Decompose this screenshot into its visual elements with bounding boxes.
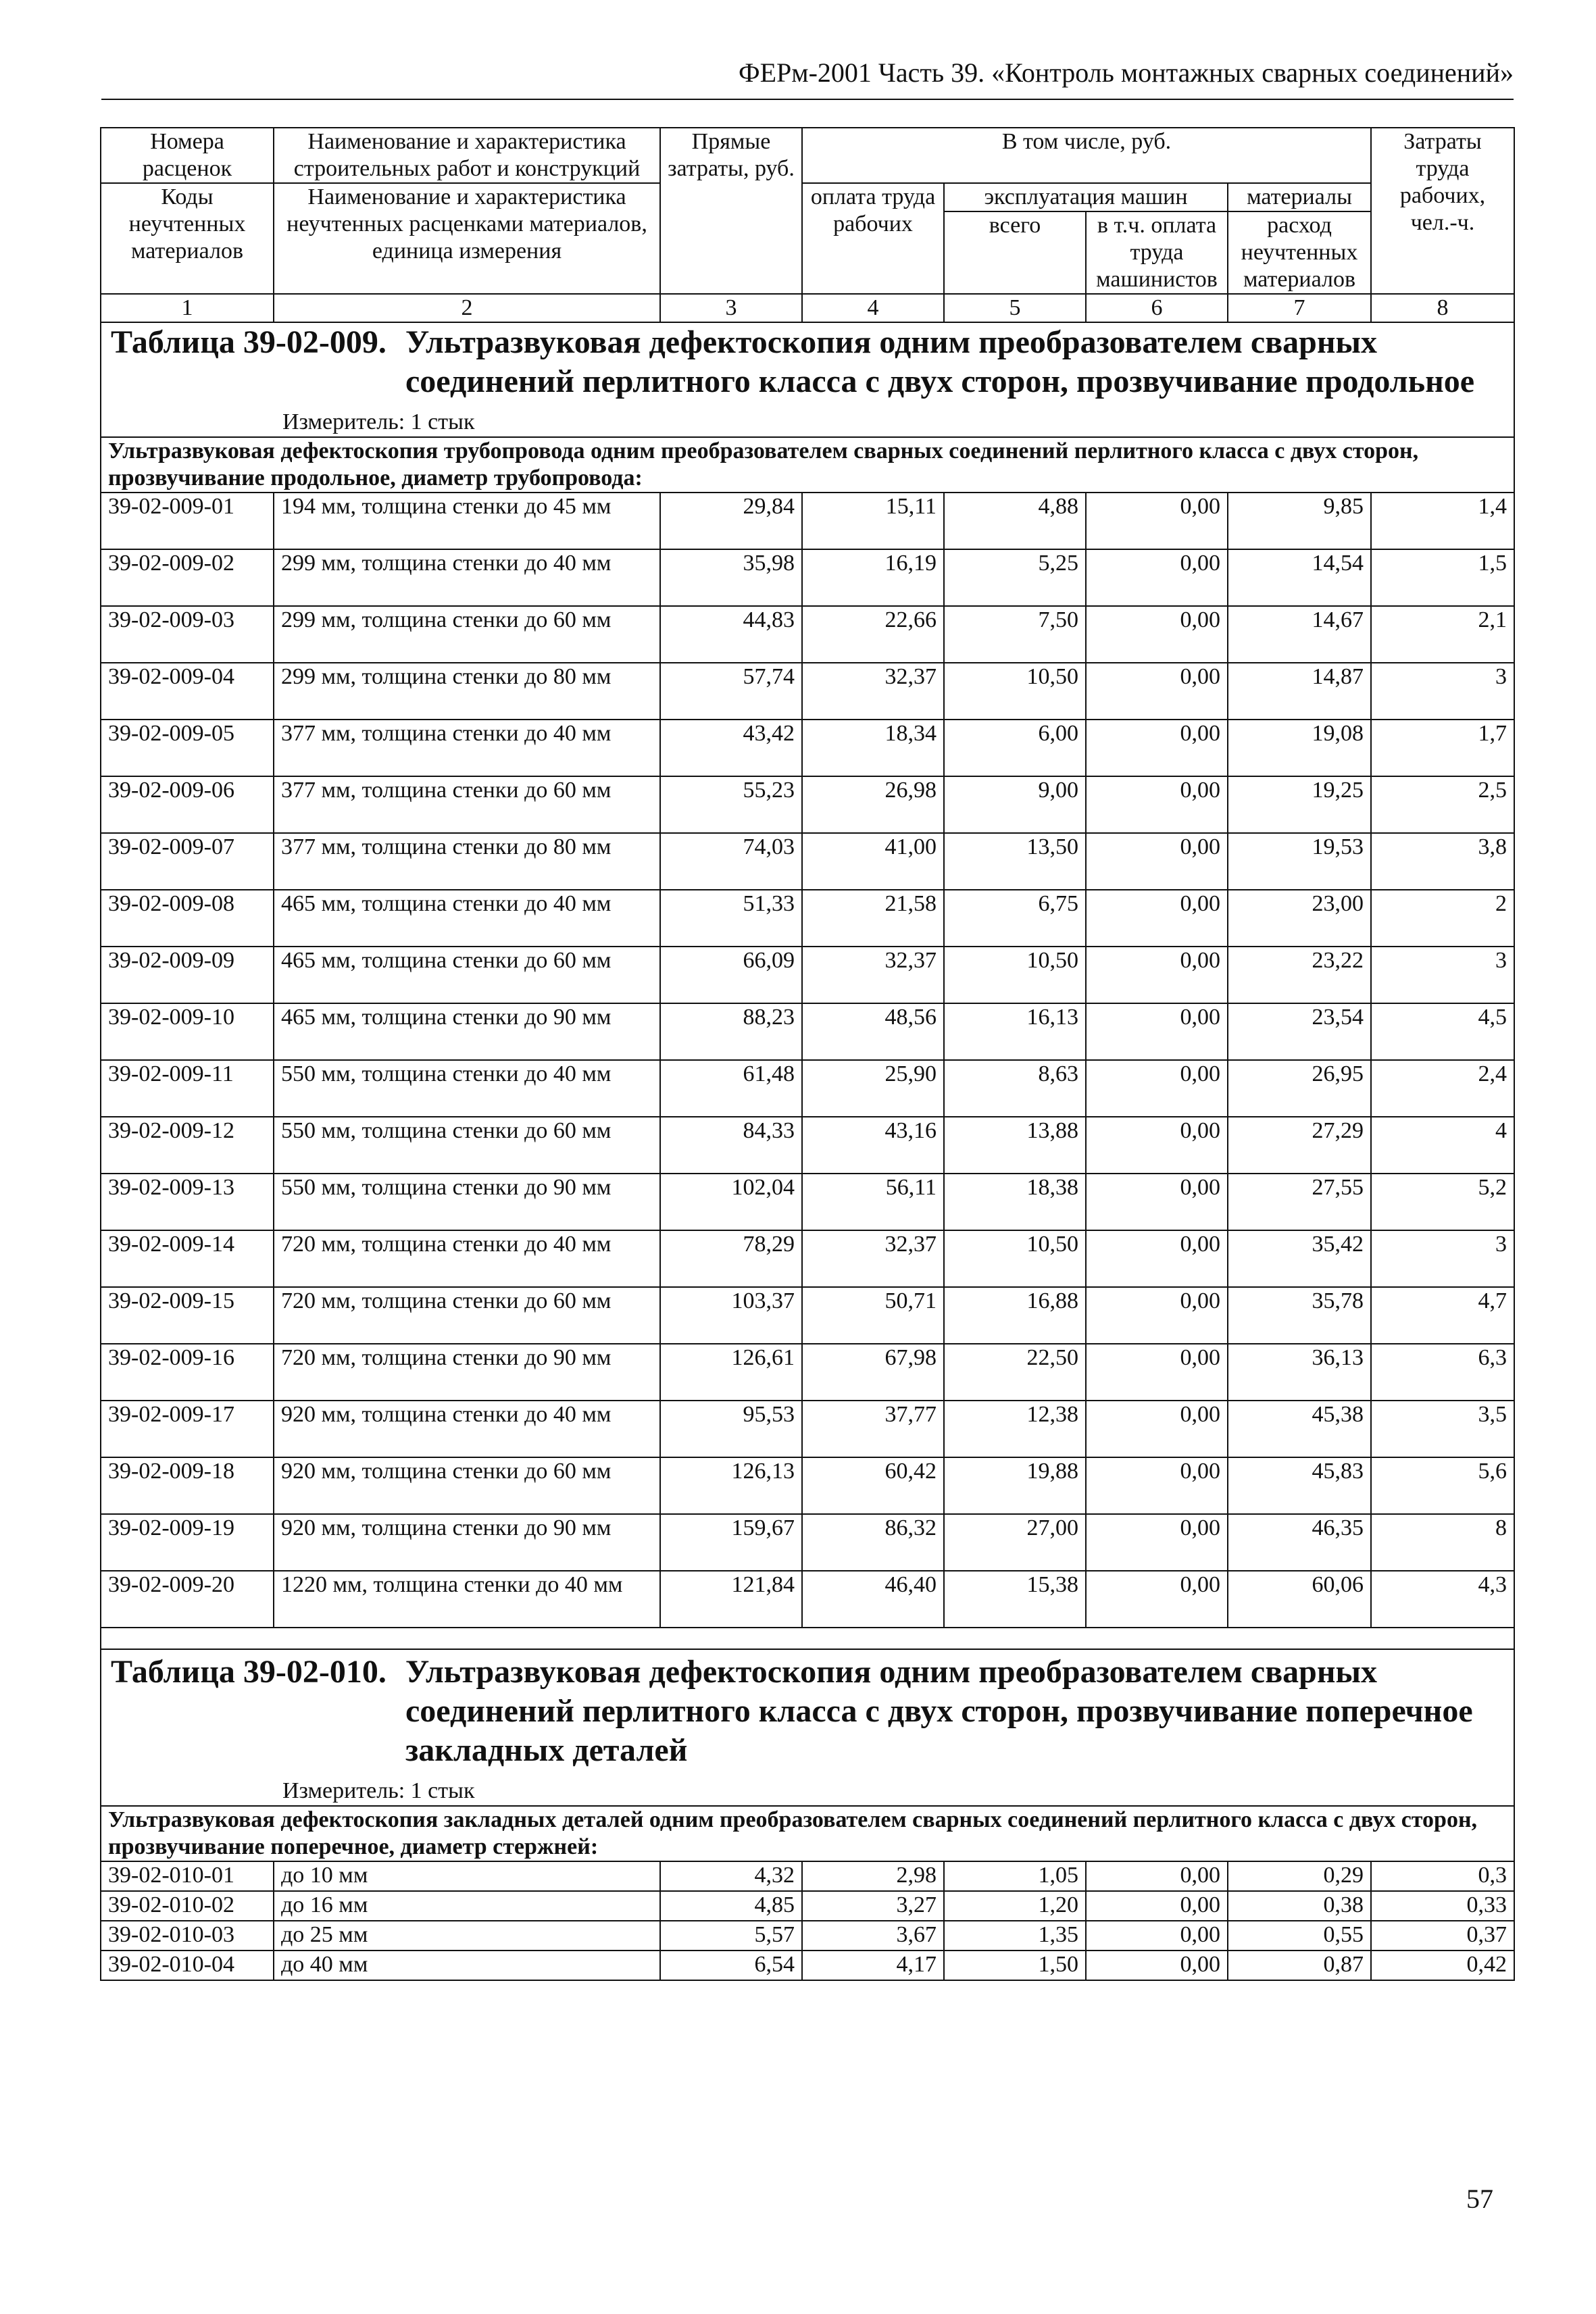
col-number: 2 (274, 294, 660, 322)
cell-materials: 60,06 (1228, 1571, 1371, 1628)
cell-hours: 1,4 (1371, 493, 1514, 549)
table-row (101, 776, 1514, 833)
cell-mach-labor: 0,00 (1086, 1891, 1228, 1921)
cell-name: 377 мм, толщина стенки до 60 мм (274, 776, 660, 833)
col-number: 5 (944, 294, 1086, 322)
cell-code: 39-02-009-11 (101, 1060, 274, 1117)
cell-hours: 5,6 (1371, 1457, 1514, 1514)
table2-number: Таблица 39-02-010. (111, 1654, 386, 1690)
cell-direct: 44,83 (660, 606, 802, 663)
cell-direct: 57,74 (660, 663, 802, 720)
col-header-1-top: Номера расценок (101, 128, 274, 183)
cell-code: 39-02-009-12 (101, 1117, 274, 1174)
table-row (101, 493, 1514, 549)
cell-labor: 46,40 (802, 1571, 944, 1628)
col-header-7: расход неучтенных материалов (1228, 211, 1371, 294)
cell-mach-total: 19,88 (944, 1457, 1086, 1514)
cell-materials: 14,54 (1228, 549, 1371, 606)
col-header-3: Прямые затраты, руб. (660, 128, 802, 294)
cell-materials: 27,55 (1228, 1174, 1371, 1230)
cell-hours: 4 (1371, 1117, 1514, 1174)
cell-direct: 74,03 (660, 833, 802, 890)
col-header-machines: эксплуатация машин (944, 183, 1228, 211)
cell-mach-total: 10,50 (944, 1230, 1086, 1287)
cell-mach-total: 12,38 (944, 1401, 1086, 1457)
cell-hours: 3 (1371, 1230, 1514, 1287)
cell-name: 1220 мм, толщина стенки до 40 мм (274, 1571, 660, 1628)
cell-mach-total: 7,50 (944, 606, 1086, 663)
cell-name: 465 мм, толщина стенки до 60 мм (274, 947, 660, 1003)
cell-mach-labor: 0,00 (1086, 1003, 1228, 1060)
cell-direct: 78,29 (660, 1230, 802, 1287)
cell-code: 39-02-009-19 (101, 1514, 274, 1571)
table1-description: Ультразвуковая дефектоскопия трубопровода одним преобразователем сварных соединений перлитного класса с двух сторон, прозвучивание продольное, диаметр трубопровода: (101, 437, 1514, 493)
cell-hours: 4,5 (1371, 1003, 1514, 1060)
cell-mach-labor: 0,00 (1086, 833, 1228, 890)
cell-direct: 61,48 (660, 1060, 802, 1117)
cell-materials: 0,55 (1228, 1921, 1371, 1951)
cell-mach-labor: 0,00 (1086, 720, 1228, 776)
cell-mach-total: 1,50 (944, 1951, 1086, 1980)
cell-code: 39-02-009-16 (101, 1344, 274, 1401)
cell-direct: 126,13 (660, 1457, 802, 1514)
table2-title: Ультразвуковая дефектоскопия одним преобразователем сварных соединений перлитного класса с двух сторон, прозвучивание поперечное закладных деталей (405, 1654, 1473, 1768)
cell-direct: 121,84 (660, 1571, 802, 1628)
cell-mach-labor: 0,00 (1086, 1921, 1228, 1951)
cell-name: 720 мм, толщина стенки до 40 мм (274, 1230, 660, 1287)
cell-hours: 2,1 (1371, 606, 1514, 663)
cell-mach-total: 6,00 (944, 720, 1086, 776)
cell-direct: 4,32 (660, 1861, 802, 1891)
cell-materials: 35,42 (1228, 1230, 1371, 1287)
cell-labor: 48,56 (802, 1003, 944, 1060)
cell-name: 465 мм, толщина стенки до 40 мм (274, 890, 660, 947)
cell-name: до 16 мм (274, 1891, 660, 1921)
cell-name: 920 мм, толщина стенки до 40 мм (274, 1401, 660, 1457)
cell-materials: 27,29 (1228, 1117, 1371, 1174)
cell-mach-labor: 0,00 (1086, 1230, 1228, 1287)
cell-name: 550 мм, толщина стенки до 60 мм (274, 1117, 660, 1174)
cell-mach-total: 1,35 (944, 1921, 1086, 1951)
cell-name: 550 мм, толщина стенки до 40 мм (274, 1060, 660, 1117)
cell-mach-total: 16,88 (944, 1287, 1086, 1344)
cell-hours: 5,2 (1371, 1174, 1514, 1230)
col-header-6: в т.ч. оплата труда машинистов (1086, 211, 1228, 294)
cell-materials: 26,95 (1228, 1060, 1371, 1117)
table-row (101, 1514, 1514, 1571)
cell-materials: 19,08 (1228, 720, 1371, 776)
cell-mach-total: 5,25 (944, 549, 1086, 606)
cell-code: 39-02-009-17 (101, 1401, 274, 1457)
cell-mach-total: 13,50 (944, 833, 1086, 890)
page-number: 57 (1466, 2184, 1493, 2214)
cell-hours: 0,3 (1371, 1861, 1514, 1891)
cell-direct: 35,98 (660, 549, 802, 606)
cell-mach-labor: 0,00 (1086, 1060, 1228, 1117)
cell-mach-labor: 0,00 (1086, 1117, 1228, 1174)
cell-mach-total: 10,50 (944, 947, 1086, 1003)
cell-labor: 22,66 (802, 606, 944, 663)
cell-direct: 159,67 (660, 1514, 802, 1571)
cell-labor: 3,27 (802, 1891, 944, 1921)
cell-name: 299 мм, толщина стенки до 80 мм (274, 663, 660, 720)
cell-direct: 66,09 (660, 947, 802, 1003)
col-number: 4 (802, 294, 944, 322)
cell-mach-labor: 0,00 (1086, 1861, 1228, 1891)
cell-direct: 102,04 (660, 1174, 802, 1230)
table2-caption (101, 1649, 1514, 1806)
cell-code: 39-02-009-08 (101, 890, 274, 947)
cell-hours: 1,7 (1371, 720, 1514, 776)
col-header-2-bottom: Наименование и характеристика неучтенных расценками материалов, единица измерения (274, 183, 660, 294)
table-row (101, 947, 1514, 1003)
cell-hours: 2 (1371, 890, 1514, 947)
cell-code: 39-02-009-14 (101, 1230, 274, 1287)
cell-hours: 2,5 (1371, 776, 1514, 833)
cell-mach-labor: 0,00 (1086, 1571, 1228, 1628)
cell-mach-labor: 0,00 (1086, 493, 1228, 549)
cell-direct: 5,57 (660, 1921, 802, 1951)
cell-hours: 0,42 (1371, 1951, 1514, 1980)
table-row (101, 1951, 1514, 1980)
cell-direct: 43,42 (660, 720, 802, 776)
col-header-4: оплата труда рабочих (802, 183, 944, 294)
cell-materials: 45,83 (1228, 1457, 1371, 1514)
cell-direct: 29,84 (660, 493, 802, 549)
cell-hours: 2,4 (1371, 1060, 1514, 1117)
cell-mach-total: 27,00 (944, 1514, 1086, 1571)
cell-code: 39-02-009-20 (101, 1571, 274, 1628)
cell-materials: 23,54 (1228, 1003, 1371, 1060)
cell-labor: 56,11 (802, 1174, 944, 1230)
table-row (101, 833, 1514, 890)
cell-labor: 4,17 (802, 1951, 944, 1980)
cell-materials: 14,87 (1228, 663, 1371, 720)
cell-labor: 26,98 (802, 776, 944, 833)
cell-code: 39-02-009-10 (101, 1003, 274, 1060)
price-table (100, 127, 1515, 1981)
cell-mach-labor: 0,00 (1086, 1287, 1228, 1344)
cell-direct: 55,23 (660, 776, 802, 833)
cell-mach-total: 8,63 (944, 1060, 1086, 1117)
cell-code: 39-02-009-01 (101, 493, 274, 549)
cell-code: 39-02-010-03 (101, 1921, 274, 1951)
cell-mach-total: 9,00 (944, 776, 1086, 833)
cell-labor: 50,71 (802, 1287, 944, 1344)
cell-name: до 25 мм (274, 1921, 660, 1951)
table-row (101, 1457, 1514, 1514)
cell-direct: 84,33 (660, 1117, 802, 1174)
cell-labor: 41,00 (802, 833, 944, 890)
table-row (101, 1060, 1514, 1117)
cell-labor: 32,37 (802, 947, 944, 1003)
table-row (101, 1003, 1514, 1060)
table-row (101, 1571, 1514, 1628)
cell-hours: 3 (1371, 947, 1514, 1003)
table-row (101, 1117, 1514, 1174)
table-row (101, 1891, 1514, 1921)
table-row (101, 1344, 1514, 1401)
table2-measure: Измеритель: 1 стык (282, 1778, 475, 1803)
cell-mach-labor: 0,00 (1086, 606, 1228, 663)
cell-hours: 6,3 (1371, 1344, 1514, 1401)
cell-labor: 86,32 (802, 1514, 944, 1571)
cell-hours: 8 (1371, 1514, 1514, 1571)
cell-labor: 3,67 (802, 1921, 944, 1951)
table-row (101, 549, 1514, 606)
cell-hours: 3,5 (1371, 1401, 1514, 1457)
cell-direct: 88,23 (660, 1003, 802, 1060)
cell-name: 920 мм, толщина стенки до 60 мм (274, 1457, 660, 1514)
cell-materials: 46,35 (1228, 1514, 1371, 1571)
table-row (101, 1861, 1514, 1891)
table1-measure: Измеритель: 1 стык (282, 409, 475, 434)
cell-materials: 0,87 (1228, 1951, 1371, 1980)
table2-description: Ультразвуковая дефектоскопия закладных деталей одним преобразователем сварных соединений перлитного класса с двух сторон, прозвучивание поперечное, диаметр стержней: (101, 1806, 1514, 1861)
table1-caption (101, 322, 1514, 437)
cell-materials: 35,78 (1228, 1287, 1371, 1344)
cell-code: 39-02-009-02 (101, 549, 274, 606)
cell-name: 550 мм, толщина стенки до 90 мм (274, 1174, 660, 1230)
cell-hours: 0,33 (1371, 1891, 1514, 1921)
cell-mach-total: 18,38 (944, 1174, 1086, 1230)
cell-name: 377 мм, толщина стенки до 80 мм (274, 833, 660, 890)
cell-code: 39-02-009-18 (101, 1457, 274, 1514)
cell-mach-total: 10,50 (944, 663, 1086, 720)
cell-hours: 3 (1371, 663, 1514, 720)
cell-direct: 4,85 (660, 1891, 802, 1921)
cell-labor: 37,77 (802, 1401, 944, 1457)
table-row (101, 1174, 1514, 1230)
table-row (101, 606, 1514, 663)
cell-labor: 43,16 (802, 1117, 944, 1174)
cell-code: 39-02-009-03 (101, 606, 274, 663)
cell-hours: 0,37 (1371, 1921, 1514, 1951)
cell-mach-total: 1,05 (944, 1861, 1086, 1891)
cell-materials: 36,13 (1228, 1344, 1371, 1401)
cell-labor: 15,11 (802, 493, 944, 549)
cell-direct: 6,54 (660, 1951, 802, 1980)
cell-labor: 67,98 (802, 1344, 944, 1401)
cell-materials: 14,67 (1228, 606, 1371, 663)
page-header: ФЕРм-2001 Часть 39. «Контроль монтажных сварных соединений» (739, 57, 1514, 88)
col-number: 3 (660, 294, 802, 322)
cell-materials: 9,85 (1228, 493, 1371, 549)
cell-direct: 95,53 (660, 1401, 802, 1457)
cell-mach-labor: 0,00 (1086, 1951, 1228, 1980)
table1-title: Ультразвуковая дефектоскопия одним преобразователем сварных соединений перлитного класса с двух сторон, прозвучивание продольное (405, 324, 1475, 399)
cell-hours: 4,7 (1371, 1287, 1514, 1344)
cell-materials: 45,38 (1228, 1401, 1371, 1457)
cell-labor: 32,37 (802, 1230, 944, 1287)
cell-code: 39-02-009-15 (101, 1287, 274, 1344)
cell-code: 39-02-010-01 (101, 1861, 274, 1891)
cell-labor: 25,90 (802, 1060, 944, 1117)
cell-code: 39-02-009-06 (101, 776, 274, 833)
cell-materials: 0,29 (1228, 1861, 1371, 1891)
cell-direct: 51,33 (660, 890, 802, 947)
cell-mach-total: 1,20 (944, 1891, 1086, 1921)
cell-mach-labor: 0,00 (1086, 947, 1228, 1003)
col-header-materials: материалы (1228, 183, 1371, 211)
cell-mach-labor: 0,00 (1086, 890, 1228, 947)
col-number: 6 (1086, 294, 1228, 322)
cell-name: 299 мм, толщина стенки до 60 мм (274, 606, 660, 663)
table-row (101, 1921, 1514, 1951)
cell-mach-labor: 0,00 (1086, 1514, 1228, 1571)
cell-code: 39-02-009-09 (101, 947, 274, 1003)
cell-name: 377 мм, толщина стенки до 40 мм (274, 720, 660, 776)
header-rule (101, 99, 1514, 100)
cell-name: 194 мм, толщина стенки до 45 мм (274, 493, 660, 549)
col-number: 1 (101, 294, 274, 322)
section-spacer (101, 1628, 1514, 1649)
col-header-5: всего (944, 211, 1086, 294)
cell-labor: 18,34 (802, 720, 944, 776)
cell-labor: 21,58 (802, 890, 944, 947)
cell-mach-labor: 0,00 (1086, 1344, 1228, 1401)
cell-name: 465 мм, толщина стенки до 90 мм (274, 1003, 660, 1060)
cell-mach-labor: 0,00 (1086, 1174, 1228, 1230)
col-number: 8 (1371, 294, 1514, 322)
table1-number: Таблица 39-02-009. (111, 324, 386, 360)
cell-mach-labor: 0,00 (1086, 663, 1228, 720)
cell-materials: 19,53 (1228, 833, 1371, 890)
table-row (101, 1230, 1514, 1287)
cell-code: 39-02-010-02 (101, 1891, 274, 1921)
cell-direct: 103,37 (660, 1287, 802, 1344)
cell-name: до 10 мм (274, 1861, 660, 1891)
cell-name: 720 мм, толщина стенки до 90 мм (274, 1344, 660, 1401)
cell-labor: 2,98 (802, 1861, 944, 1891)
cell-code: 39-02-009-07 (101, 833, 274, 890)
cell-name: 299 мм, толщина стенки до 40 мм (274, 549, 660, 606)
cell-materials: 19,25 (1228, 776, 1371, 833)
table-row (101, 720, 1514, 776)
cell-labor: 60,42 (802, 1457, 944, 1514)
cell-hours: 4,3 (1371, 1571, 1514, 1628)
cell-hours: 3,8 (1371, 833, 1514, 890)
cell-labor: 32,37 (802, 663, 944, 720)
table-row (101, 1287, 1514, 1344)
cell-code: 39-02-009-04 (101, 663, 274, 720)
cell-name: 720 мм, толщина стенки до 60 мм (274, 1287, 660, 1344)
col-header-2-top: Наименование и характеристика строительных работ и конструкций (274, 128, 660, 183)
cell-direct: 126,61 (660, 1344, 802, 1401)
cell-mach-total: 6,75 (944, 890, 1086, 947)
cell-code: 39-02-010-04 (101, 1951, 274, 1980)
col-header-incl: В том числе, руб. (802, 128, 1371, 183)
cell-materials: 23,22 (1228, 947, 1371, 1003)
cell-mach-labor: 0,00 (1086, 549, 1228, 606)
col-header-8: Затраты труда рабочих, чел.-ч. (1371, 128, 1514, 294)
cell-code: 39-02-009-05 (101, 720, 274, 776)
cell-mach-total: 13,88 (944, 1117, 1086, 1174)
cell-mach-total: 4,88 (944, 493, 1086, 549)
cell-materials: 23,00 (1228, 890, 1371, 947)
col-number: 7 (1228, 294, 1371, 322)
cell-mach-labor: 0,00 (1086, 776, 1228, 833)
cell-code: 39-02-009-13 (101, 1174, 274, 1230)
cell-name: до 40 мм (274, 1951, 660, 1980)
cell-mach-labor: 0,00 (1086, 1457, 1228, 1514)
col-header-1-bottom: Коды неучтенных материалов (101, 183, 274, 294)
cell-materials: 0,38 (1228, 1891, 1371, 1921)
cell-mach-total: 22,50 (944, 1344, 1086, 1401)
cell-name: 920 мм, толщина стенки до 90 мм (274, 1514, 660, 1571)
cell-mach-labor: 0,00 (1086, 1401, 1228, 1457)
cell-mach-total: 15,38 (944, 1571, 1086, 1628)
cell-hours: 1,5 (1371, 549, 1514, 606)
cell-labor: 16,19 (802, 549, 944, 606)
cell-mach-total: 16,13 (944, 1003, 1086, 1060)
table-row (101, 890, 1514, 947)
table-row (101, 1401, 1514, 1457)
table-row (101, 663, 1514, 720)
